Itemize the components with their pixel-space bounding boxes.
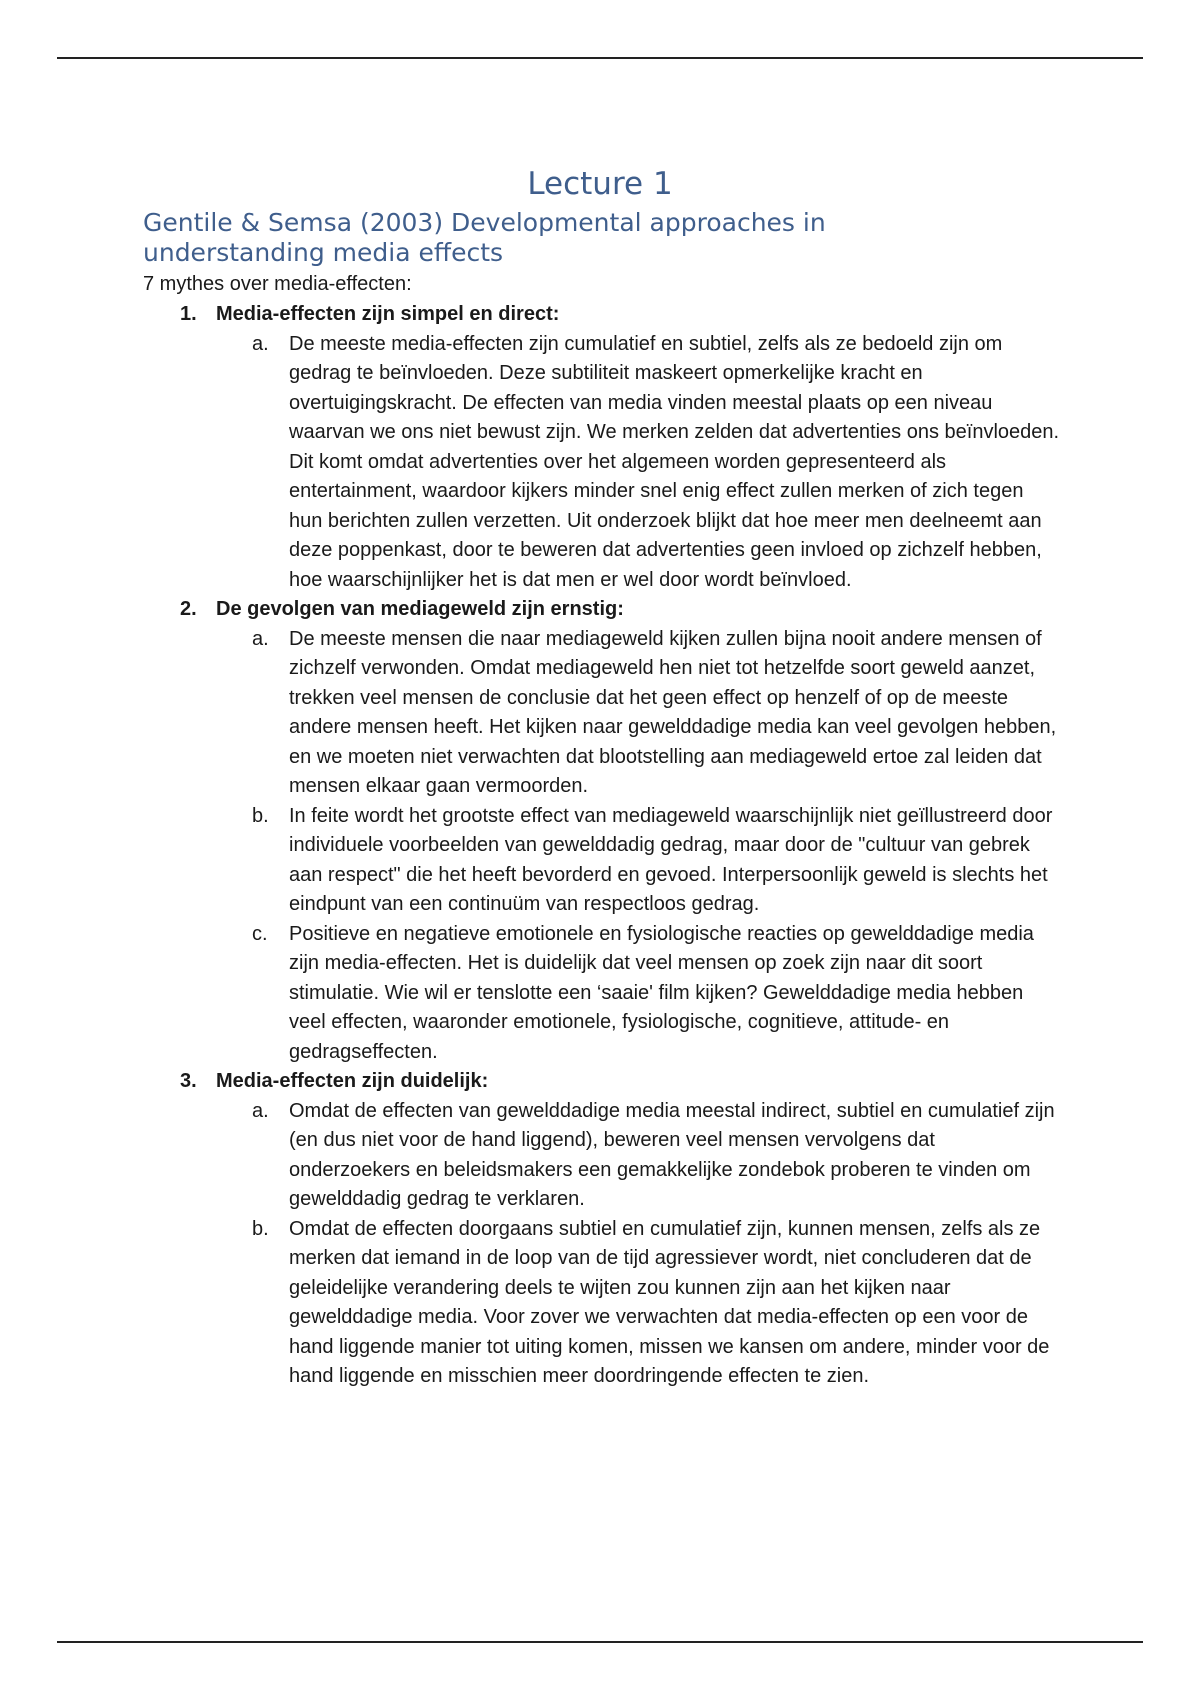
myth-number: 3.: [180, 1070, 197, 1092]
point-list: [252, 1097, 1060, 1392]
footer-rule: [57, 1641, 1143, 1643]
point-text: Positieve en negatieve emotionele en fysiologische reacties op gewelddadige media zijn media-effecten. Het is duidelijk dat veel mensen op zoek zijn naar dit soort stimulatie. Wie wil er tenslotte een ‘saaie' film kijken? Gewelddadige media hebben veel effecten, waaronder emotionele, fysiologische, cognitieve, attitude- en gedragseffecten.: [289, 922, 1034, 1063]
point-list: [252, 625, 1060, 1068]
list-item: [252, 625, 1060, 802]
header-rule: [57, 57, 1143, 59]
myth-title: Media-effecten zijn duidelijk:: [216, 1070, 489, 1092]
point-letter: b.: [252, 1217, 269, 1240]
point-letter: b.: [252, 804, 269, 827]
myth-list: [180, 300, 1060, 1392]
myth-title: Media-effecten zijn simpel en direct:: [216, 303, 560, 325]
myth-title: De gevolgen van mediageweld zijn ernstig:: [216, 598, 624, 620]
myth-number: 2.: [180, 598, 197, 620]
point-letter: a.: [252, 1099, 269, 1122]
point-letter: c.: [252, 922, 268, 945]
myth-item-2: [180, 595, 1060, 1067]
list-item: [252, 802, 1060, 920]
point-letter: a.: [252, 332, 269, 355]
myth-item-1: [180, 300, 1060, 595]
list-item: [252, 920, 1060, 1068]
intro-text: 7 mythes over media-effecten:: [143, 273, 412, 295]
list-item: [252, 1215, 1060, 1392]
document-subtitle: Gentile & Semsa (2003) Developmental approaches in understanding media effects: [143, 208, 826, 267]
point-text: Omdat de effecten van gewelddadige media meestal indirect, subtiel en cumulatief zijn (en dus niet voor de hand liggend), beweren veel mensen vervolgens dat onderzoekers en beleidsmakers een gemakkelijke zondebok proberen te vinden om gewelddadig gedrag te verklaren.: [289, 1099, 1055, 1210]
point-text: Omdat de effecten doorgaans subtiel en cumulatief zijn, kunnen mensen, zelfs als ze merken dat iemand in de loop van de tijd agressiever wordt, niet concluderen dat de geleidelijke verandering deels te wijten zou kunnen zijn aan het kijken naar gewelddadige media. Voor zover we verwachten dat media-effecten op een voor de hand liggende manier tot uiting komen, missen we kansen om andere, minder voor de hand liggende en misschien meer doordringende effecten te zien.: [289, 1217, 1050, 1387]
list-item: [252, 1097, 1060, 1215]
point-text: De meeste media-effecten zijn cumulatief en subtiel, zelfs als ze bedoeld zijn om gedrag te beïnvloeden. Deze subtiliteit maskeert opmerkelijke kracht en overtuigingskracht. De effecten van media vinden meestal plaats op een niveau waarvan we ons niet bewust zijn. We merken zelden dat advertenties ons beïnvloeden. Dit komt omdat advertenties over het algemeen worden gepresenteerd als entertainment, waardoor kijkers minder snel enig effect zullen merken of zich tegen hun berichten zullen verzetten. Uit onderzoek blijkt dat hoe meer men deelneemt aan deze poppenkast, door te beweren dat advertenties geen invloed op zichzelf hebben, hoe waarschijnlijker het is dat men er wel door wordt beïnvloed.: [289, 332, 1060, 591]
point-letter: a.: [252, 627, 269, 650]
point-text: In feite wordt het grootste effect van mediageweld waarschijnlijk niet geïllustreerd door individuele voorbeelden van gewelddadig gedrag, maar door de "cultuur van gebrek aan respect" die het heeft bevorderd en gevoed. Interpersoonlijk geweld is slechts het eindpunt van een continuüm van respectloos gedrag.: [289, 804, 1053, 915]
point-text: De meeste mensen die naar mediageweld kijken zullen bijna nooit andere mensen of zichzelf verwonden. Omdat mediageweld hen niet tot hetzelfde soort geweld aanzet, trekken veel mensen de conclusie dat het geen effect op henzelf of op de meeste andere mensen heeft. Het kijken naar gewelddadige media kan veel gevolgen hebben, en we moeten niet verwachten dat blootstelling aan mediageweld ertoe zal leiden dat mensen elkaar gaan vermoorden.: [289, 627, 1057, 797]
list-item: [252, 330, 1060, 596]
myth-item-3: [180, 1067, 1060, 1392]
point-list: [252, 330, 1060, 596]
myth-number: 1.: [180, 303, 197, 325]
document-title: Lecture 1: [527, 166, 673, 202]
